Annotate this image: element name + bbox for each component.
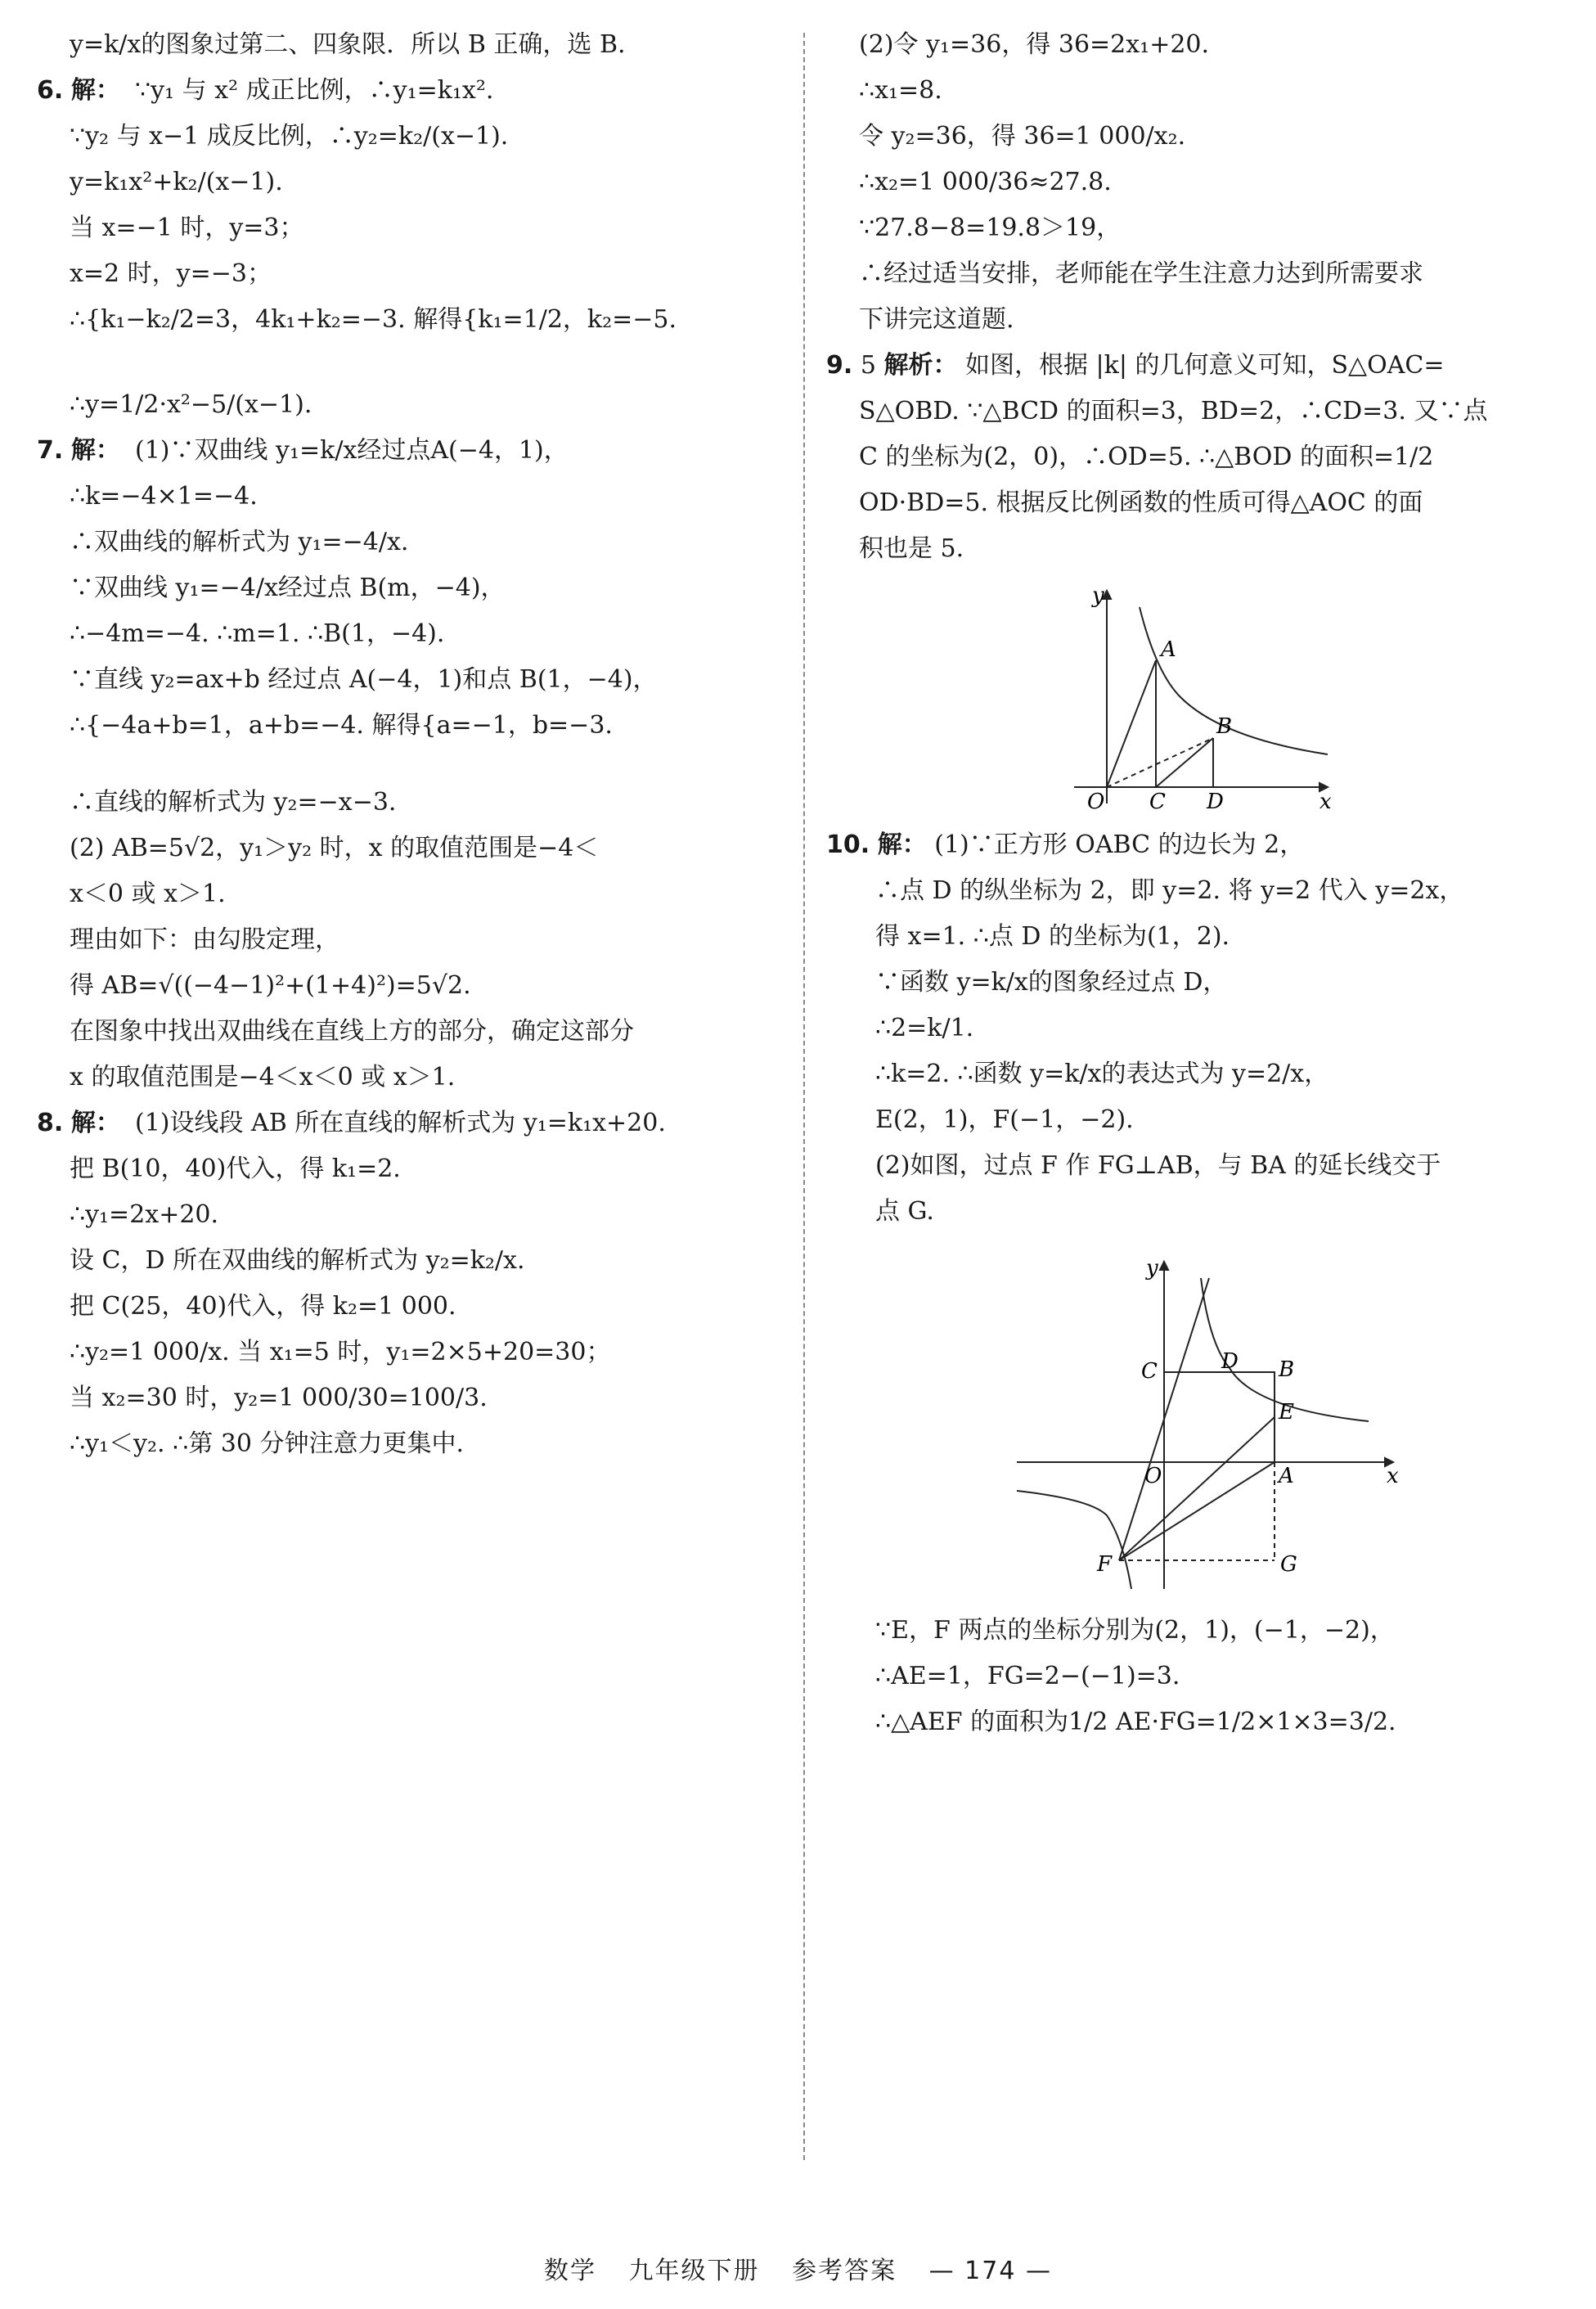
label-D: D [1221, 1349, 1239, 1374]
question-number: 6. [37, 76, 64, 105]
text-line: (1)设线段 AB 所在直线的解析式为 y₁=k₁x+20. [135, 1109, 666, 1137]
label-F: F [1096, 1552, 1112, 1577]
text-line: ∴k=−4×1=−4. [70, 482, 258, 511]
text-line: 点 G. [875, 1197, 934, 1226]
text-line: ∴双曲线的解析式为 y₁=−4/x. [70, 528, 409, 556]
solution-label: 解： [70, 1109, 120, 1137]
text-line: E(2，1)，F(−1，−2). [875, 1105, 1134, 1134]
question-number: 8. [37, 1109, 64, 1137]
label-G: G [1279, 1552, 1297, 1577]
text-line: ∵27.8−8=19.8＞19， [859, 214, 1122, 242]
text-line: (2) AB=5√2，y₁＞y₂ 时，x 的取值范围是−4＜ [70, 834, 599, 862]
text-line: ∴x₁=8. [859, 76, 942, 105]
text-line: ∴经过适当安排，老师能在学生注意力达到所需要求 [859, 259, 1423, 288]
solution-label: 解： [70, 76, 120, 105]
label-x: x [1319, 790, 1332, 812]
text-line: x 的取值范围是−4＜x＜0 或 x＞1. [70, 1063, 456, 1091]
text-line: 在图象中找出双曲线在直线上方的部分，确定这部分 [70, 1017, 634, 1046]
q10-header [826, 828, 1567, 862]
solution-label: 解： [877, 830, 927, 859]
analysis-label: 解析： [883, 351, 958, 380]
text-line: 下讲完这道题. [859, 305, 1014, 334]
text-line: ∴△AEF 的面积为1/2 AE·FG=1/2×1×3=3/2. [875, 1708, 1396, 1736]
text-line: x＜0 或 x＞1. [70, 880, 226, 908]
figure-q10 [992, 1245, 1401, 1597]
text-line: x=2 时，y=−3； [70, 259, 272, 288]
column-divider [803, 33, 805, 2160]
y-axis-arrow [1160, 1262, 1168, 1270]
label-B: B [1216, 714, 1232, 739]
text-line: ∵y₁ 与 x² 成正比例，∴y₁=k₁x². [135, 76, 494, 105]
text-line: 得 AB=√((−4−1)²+(1+4)²)=5√2. [70, 971, 471, 1000]
hyperbola-curve [1140, 607, 1328, 754]
text-line: S△OBD. ∵△BCD 的面积=3，BD=2，∴CD=3. 又∵点 [859, 397, 1488, 425]
text-line: (2)如图，过点 F 作 FG⊥AB，与 BA 的延长线交于 [875, 1151, 1441, 1180]
text-line: 设 C，D 所在双曲线的解析式为 y₂=k₂/x. [70, 1246, 525, 1275]
text-line: 积也是 5. [859, 534, 964, 563]
label-C: C [1140, 1359, 1158, 1384]
label-B: B [1278, 1357, 1294, 1382]
text-line: ∴x₂=1 000/36≈27.8. [859, 168, 1112, 196]
text-line: ∴直线的解析式为 y₂=−x−3. [70, 788, 397, 817]
question-number: 10. [826, 830, 870, 859]
q9-header [826, 349, 1567, 383]
label-O: O [1144, 1464, 1162, 1488]
text-line: ∵y₂ 与 x−1 成反比例，∴y₂=k₂/(x−1). [70, 122, 509, 151]
text-line: ∵直线 y₂=ax+b 经过点 A(−4，1)和点 B(1，−4)， [70, 665, 658, 694]
text-line: OD·BD=5. 根据反比例函数的性质可得△AOC 的面 [859, 488, 1423, 517]
text-line: C 的坐标为(2，0)，∴OD=5. ∴△BOD 的面积=1/2 [859, 443, 1434, 471]
answer-value: 5 [860, 351, 876, 380]
text-line: ∵双曲线 y₁=−4/x经过点 B(m，−4)， [70, 574, 506, 602]
page-number: — 174 — [928, 2257, 1052, 2285]
footer-title: 参考答案 [792, 2257, 897, 2285]
text-line: ∴y₁＜y₂. ∴第 30 分钟注意力更集中. [70, 1429, 464, 1458]
text-line: 把 C(25，40)代入，得 k₂=1 000. [70, 1292, 456, 1321]
text-line: ∴−4m=−4. ∴m=1. ∴B(1，−4). [70, 619, 445, 648]
footer-grade: 九年级下册 [628, 2257, 760, 2285]
text-line: (2)令 y₁=36，得 36=2x₁+20. [859, 30, 1210, 59]
label-C: C [1149, 790, 1166, 812]
text-line: ∴2=k/1. [875, 1014, 974, 1042]
text-line: 得 x=1. ∴点 D 的坐标为(1，2). [875, 922, 1230, 951]
text-line: 把 B(10，40)代入，得 k₁=2. [70, 1154, 401, 1183]
text-line: 理由如下：由勾股定理， [70, 925, 339, 954]
text-line: 当 x₂=30 时，y₂=1 000/30=100/3. [70, 1384, 488, 1412]
segment-FA [1119, 1462, 1275, 1560]
label-A: A [1278, 1464, 1294, 1488]
figure-q9 [1050, 583, 1344, 812]
text-line: (1)∵正方形 OABC 的边长为 2， [934, 830, 1305, 859]
question-number: 7. [37, 436, 64, 465]
solution-label: 解： [70, 436, 120, 465]
hyperbola-branch-2 [1017, 1491, 1131, 1589]
equation-system: ∴{−4a+b=1，a+b=−4. 解得{a=−1，b=−3. [70, 711, 613, 740]
right-column [826, 16, 1567, 1751]
text-line: ∵函数 y=k/x的图象经过点 D， [875, 968, 1228, 997]
left-column [37, 16, 773, 1473]
label-E: E [1278, 1400, 1294, 1425]
text-line: y=k₁x²+k₂/(x−1). [70, 168, 283, 196]
text-line: y=k/x的图象过第二、四象限．所以 B 正确，选 B. [70, 30, 626, 59]
square-OABC [1164, 1372, 1275, 1462]
label-y: y [1091, 583, 1104, 608]
text-line: ∴y₂=1 000/x. 当 x₁=5 时，y₁=2×5+20=30； [70, 1338, 611, 1366]
text-line: (1)∵双曲线 y₁=k/x经过点A(−4，1)， [135, 436, 569, 465]
text-line: 当 x=−1 时，y=3； [70, 214, 304, 242]
footer-subject: 数学 [544, 2257, 596, 2285]
text-line: ∴y=1/2·x²−5/(x−1). [70, 390, 312, 419]
equation-system: ∴{k₁−k₂/2=3，4k₁+k₂=−3. 解得{k₁=1/2，k₂=−5. [70, 305, 677, 334]
label-D: D [1206, 790, 1224, 812]
text-line: ∴点 D 的纵坐标为 2，即 y=2. 将 y=2 代入 y=2x， [875, 876, 1464, 905]
page-footer [0, 2250, 1596, 2286]
text-line: ∴AE=1，FG=2−(−1)=3. [875, 1662, 1180, 1690]
text-line: 如图，根据 |k| 的几何意义可知，S△OAC= [965, 351, 1445, 380]
label-x: x [1386, 1464, 1399, 1488]
text-line: ∵E，F 两点的坐标分别为(2，1)，(−1，−2)， [875, 1616, 1395, 1645]
text-line: 令 y₂=36，得 36=1 000/x₂. [859, 122, 1186, 151]
text-line: ∴k=2. ∴函数 y=k/x的表达式为 y=2/x， [875, 1060, 1329, 1088]
question-number: 9. [826, 351, 853, 380]
label-O: O [1086, 790, 1104, 812]
label-y: y [1145, 1256, 1158, 1281]
segment-CB [1156, 738, 1213, 787]
text-line: ∴y₁=2x+20. [70, 1200, 219, 1229]
label-A: A [1160, 637, 1176, 662]
